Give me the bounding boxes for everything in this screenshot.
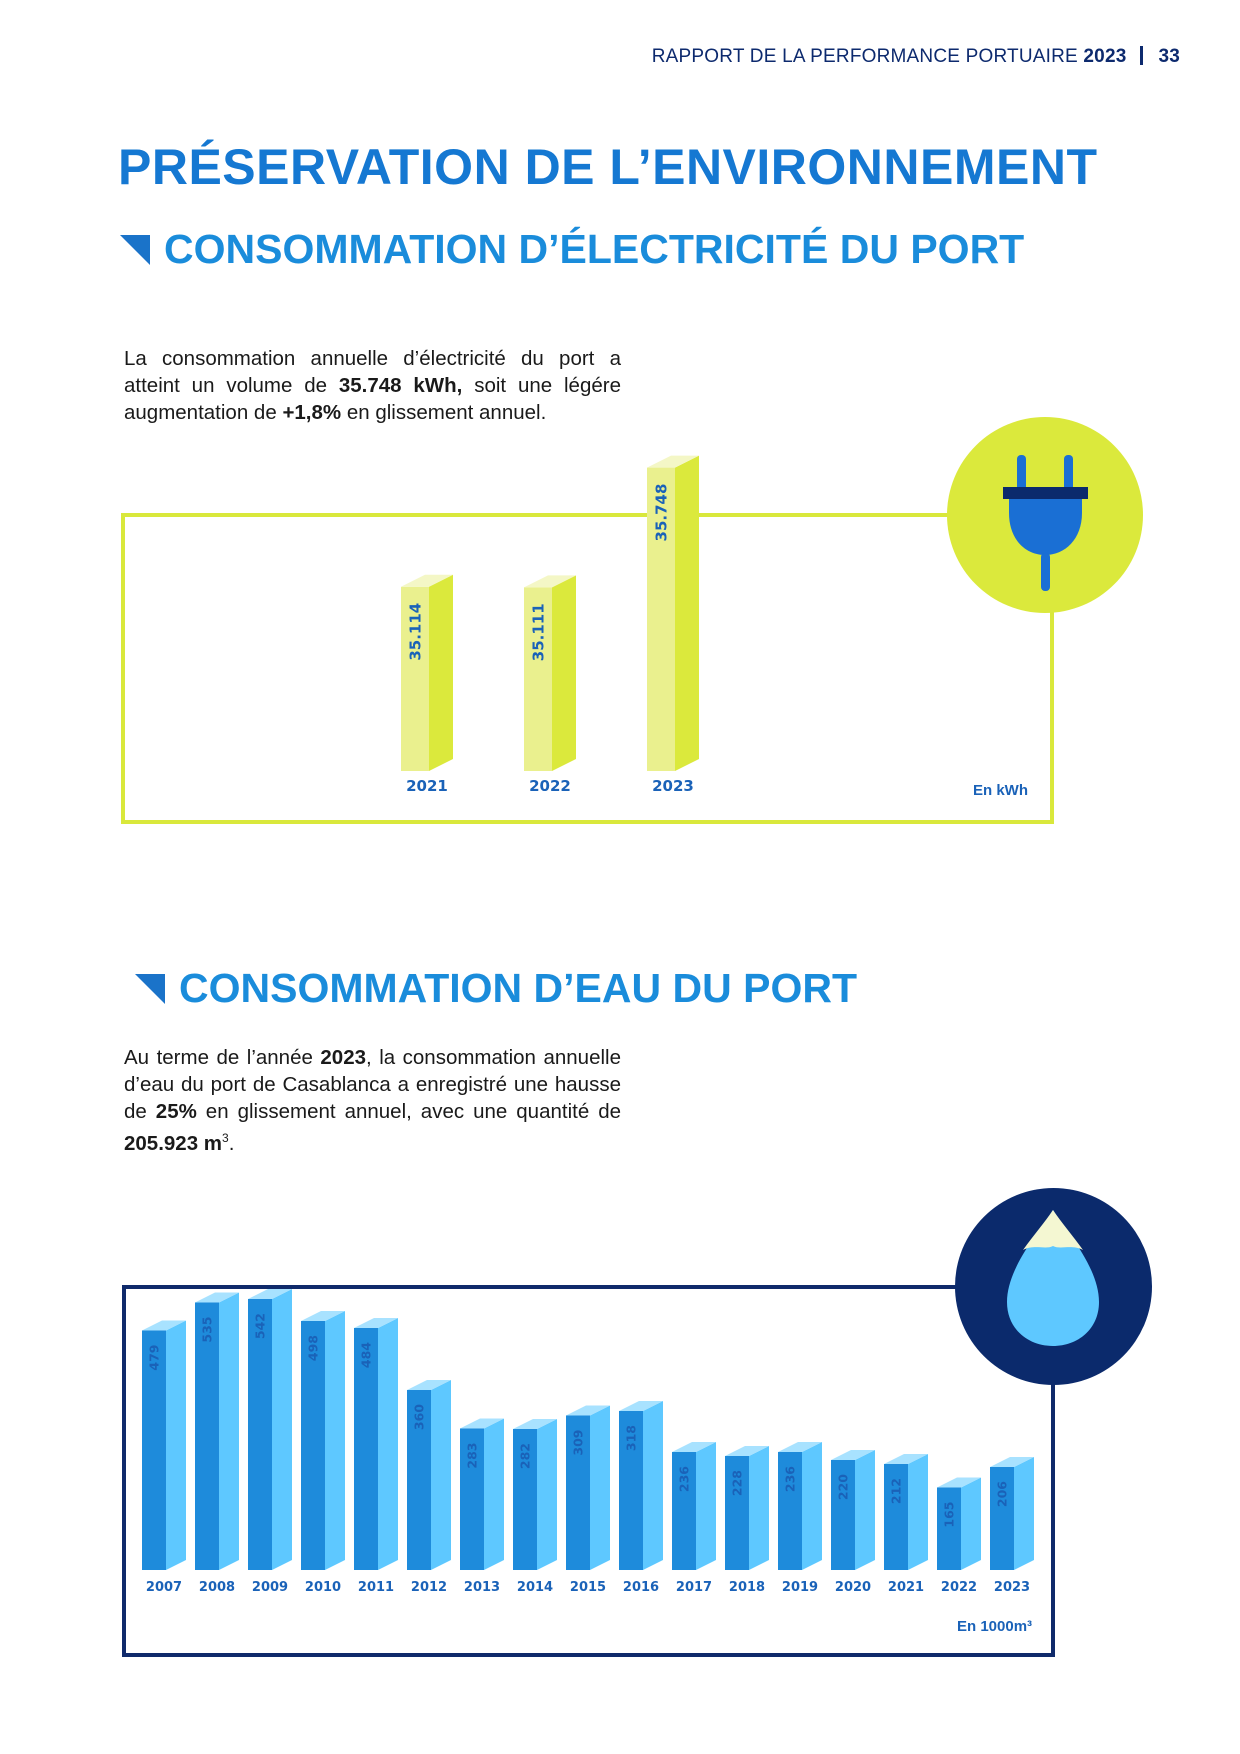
bar-2013 [460,1419,504,1596]
bar-2017 [672,1442,716,1595]
bar-value-label: 318 [623,1425,639,1452]
category-label: 2021 [406,777,448,795]
bar-value-label: 309 [570,1429,586,1456]
bar-value-label: 535 [199,1316,215,1343]
bar-side [272,1289,292,1570]
bar-2023 [990,1457,1034,1595]
bar-front [937,1488,961,1571]
page-number: 33 [1158,46,1180,67]
bar-value-label: 282 [517,1443,533,1470]
bar-2014 [513,1419,557,1595]
category-label: 2022 [529,777,571,795]
category-label: 2016 [622,1580,660,1595]
water-icon-circle [955,1188,1152,1385]
page-title: PRÉSERVATION DE L’ENVIRONNEMENT [118,139,1098,195]
water-section-title-text: CONSOMMATION D’EAU DU PORT [179,965,858,1011]
water-quantity: 205.923 m [124,1131,223,1155]
category-label: 2010 [304,1580,342,1595]
category-label: 2017 [675,1580,713,1595]
bar-value-label: 236 [782,1466,798,1493]
water-growth: 25% [155,1100,197,1123]
electricity-text-3: en glissement annuel. [341,401,547,424]
water-text-1: Au terme de l’année [124,1046,321,1069]
bar-side [431,1380,451,1570]
bar-value-label: 360 [411,1404,427,1431]
water-text-3: en glissement annuel, avec une quantité de [196,1100,622,1123]
category-label: 2015 [569,1580,607,1595]
bar-side [855,1450,875,1570]
bar-2010 [301,1311,345,1595]
bar-2007 [142,1321,186,1596]
category-label: 2020 [834,1580,872,1595]
bar-2011 [354,1318,398,1595]
bar-value-label: 35.111 [529,603,548,662]
category-label: 2007 [145,1580,183,1595]
electricity-text-1: La consommation annuelle d’électricité du port a atteint un volume de [124,347,621,397]
bar-value-label: 228 [729,1470,745,1497]
category-label: 2018 [728,1580,766,1595]
bar-2020 [831,1450,875,1595]
bar-2021 [884,1454,928,1595]
category-label: 2021 [887,1580,925,1595]
bar-value-label: 35.748 [652,483,671,542]
bar-value-label: 484 [358,1342,374,1369]
category-label: 2023 [652,777,694,795]
category-label: 2023 [993,1580,1031,1595]
water-drop-icon [955,1188,1152,1385]
electricity-text-2: soit une légére augmentation de [124,374,621,424]
bar-value-label: 212 [888,1478,904,1505]
bar-2012 [407,1380,451,1595]
category-label: 2011 [357,1580,395,1595]
water-text-2: , la consommation annuelle d’eau du port de Casablanca a enregistré une hausse de [124,1046,621,1123]
category-label: 2013 [463,1580,501,1595]
electricity-unit-label: En kWh [973,782,1028,799]
category-label: 2012 [410,1580,448,1595]
bar-2008 [195,1293,239,1596]
bar-2022 [937,1478,981,1596]
bar-side [1014,1457,1034,1570]
water-year: 2023 [320,1046,366,1069]
bar-value-label: 220 [835,1474,851,1501]
report-year: 2023 [1083,46,1127,67]
bar-side [219,1293,239,1571]
bar-2015 [566,1406,610,1596]
bar-value-label: 542 [252,1313,268,1340]
bar-side [166,1321,186,1571]
electricity-volume: 35.748 kWh, [338,374,463,397]
bar-side [378,1318,398,1570]
bar-value-label: 236 [676,1466,692,1493]
bar-value-label: 479 [146,1344,162,1371]
bar-2009 [248,1289,292,1595]
category-label: 2014 [516,1580,554,1595]
bar-value-label: 206 [994,1481,1010,1508]
bar-value-label: 165 [941,1501,957,1528]
bar-value-label: 498 [305,1335,321,1362]
water-text-4: . [228,1131,235,1155]
report-title: RAPPORT DE LA PERFORMANCE PORTUAIRE [651,46,1078,67]
category-label: 2022 [940,1580,978,1595]
bar-side [802,1442,822,1570]
bar-value-label: 35.114 [406,602,425,661]
bar-2016 [619,1401,663,1595]
bar-side [325,1311,345,1570]
electricity-section-title-text: CONSOMMATION D’ÉLECTRICITÉ DU PORT [164,226,1025,272]
bar-side [643,1401,663,1570]
category-label: 2009 [251,1580,289,1595]
bar-side [590,1406,610,1571]
category-label: 2008 [198,1580,236,1595]
bar-side [696,1442,716,1570]
bar-side [908,1454,928,1570]
bar-side [961,1478,981,1571]
bar-value-label: 283 [464,1442,480,1469]
bar-side [749,1446,769,1570]
water-unit-label: En 1000m³ [957,1618,1033,1635]
electricity-growth: +1,8% [282,401,342,424]
bar-2019 [778,1442,822,1595]
bar-side [537,1419,557,1570]
category-label: 2019 [781,1580,819,1595]
water-quantity-exponent: 3 [222,1131,229,1145]
bar-side [484,1419,504,1571]
bar-2018 [725,1446,769,1595]
